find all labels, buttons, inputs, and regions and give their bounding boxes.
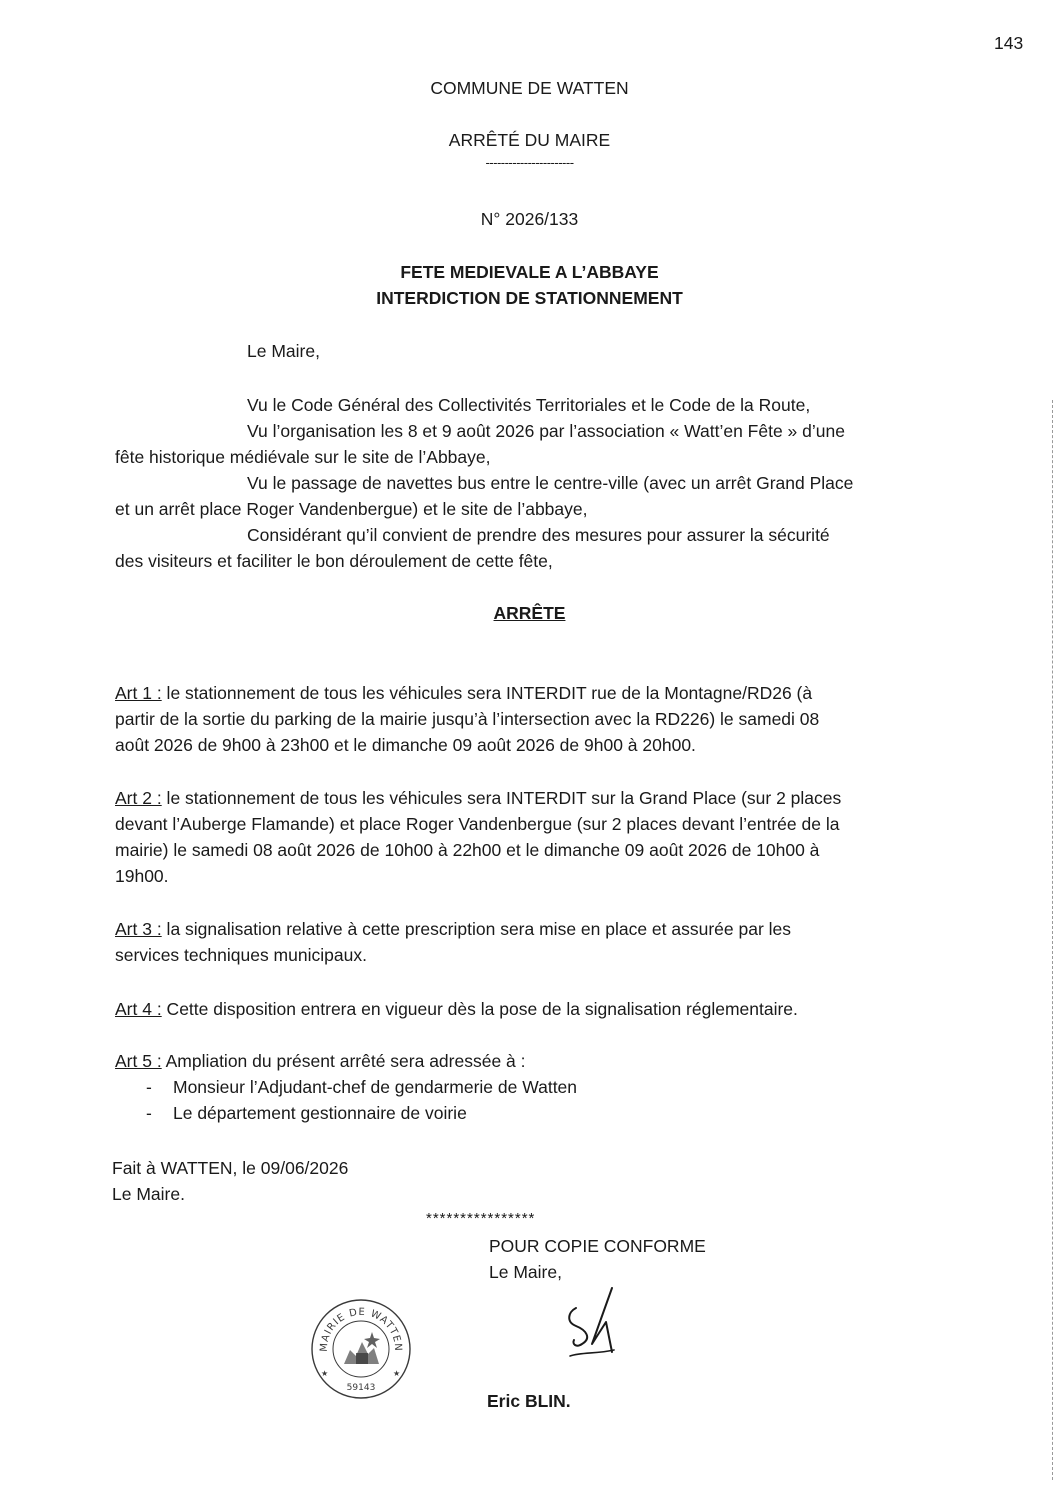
svg-text:★: ★	[321, 1369, 329, 1378]
vu-navettes-line-2: et un arrêt place Roger Vandenbergue) et le site de l’abbaye,	[115, 499, 588, 519]
heading-separator: -----------------------	[485, 155, 574, 170]
article-1-line-2: partir de la sortie du parking de la mairie jusqu’à l’intersection avec la RD226) le samedi 08	[115, 709, 820, 729]
vu-organisation-line-1: Vu l’organisation les 8 et 9 août 2026 par l’association « Watt’en Fête » d’une	[247, 421, 845, 441]
article-1-line-1: Art 1 : le stationnement de tous les véhicules sera INTERDIT rue de la Montagne/RD26 (à	[115, 683, 813, 703]
vu-code-line: Vu le Code Général des Collectivités Territoriales et le Code de la Route,	[247, 395, 811, 415]
article-5-label: Art 5 :	[115, 1051, 162, 1071]
signatory: Le Maire.	[112, 1184, 185, 1204]
article-3-line-1: Art 3 : la signalisation relative à cette prescription sera mise en place et assurée par les	[115, 919, 792, 939]
page-number: 143	[994, 33, 1024, 53]
commune-heading: COMMUNE DE WATTEN	[430, 78, 629, 98]
title-line-1: FETE MEDIEVALE A L’ABBAYE	[400, 262, 659, 282]
vu-organisation-line-2: fête historique médiévale sur le site de l’Abbaye,	[115, 447, 491, 467]
article-5-line-1: Art 5 : Ampliation du présent arrêté sera adressée à :	[115, 1051, 526, 1071]
copy-conforme-label: POUR COPIE CONFORME	[489, 1236, 706, 1256]
title-line-2: INTERDICTION DE STATIONNEMENT	[376, 288, 683, 308]
act-number: N° 2026/133	[480, 209, 579, 229]
vu-navettes-line-1: Vu le passage de navettes bus entre le centre-ville (avec un arrêt Grand Place	[247, 473, 854, 493]
article-2-line-1: Art 2 : le stationnement de tous les véhicules sera INTERDIT sur la Grand Place (sur 2 places	[115, 788, 842, 808]
article-1-label: Art 1 :	[115, 683, 162, 703]
mairie-stamp	[310, 1298, 412, 1400]
svg-text:59143: 59143	[346, 1383, 376, 1393]
article-4-line-1: Art 4 : Cette disposition entrera en vigueur dès la pose de la signalisation réglementaire.	[115, 999, 798, 1019]
article-3-label: Art 3 :	[115, 919, 162, 939]
recipient-item: - Le département gestionnaire de voirie	[146, 1103, 467, 1123]
decision-heading: ARRÊTE	[493, 603, 566, 623]
mayor-signature	[562, 1282, 624, 1366]
copy-signatory: Le Maire,	[489, 1262, 562, 1282]
scan-edge-line	[1052, 400, 1054, 1480]
article-2-line-2: devant l’Auberge Flamande) et place Roger Vandenbergue (sur 2 places devant l’entrée de la	[115, 814, 840, 834]
svg-text:★: ★	[393, 1369, 401, 1378]
act-type-heading: ARRÊTÉ DU MAIRE	[448, 130, 611, 150]
stars-separator: ****************	[426, 1210, 536, 1227]
salutation: Le Maire,	[247, 341, 320, 361]
considerant-line-1: Considérant qu’il convient de prendre des mesures pour assurer la sécurité	[247, 525, 830, 545]
place-date: Fait à WATTEN, le 09/06/2026	[112, 1158, 349, 1178]
article-2-line-3: mairie) le samedi 08 août 2026 de 10h00 à 22h00 et le dimanche 09 août 2026 de 10h00 à	[115, 840, 820, 860]
article-3-line-2: services techniques municipaux.	[115, 945, 367, 965]
article-4-label: Art 4 :	[115, 999, 162, 1019]
article-2-line-4: 19h00.	[115, 866, 169, 886]
svg-text:MAIRIE DE WATTEN: MAIRIE DE WATTEN	[318, 1306, 404, 1353]
recipient-item: - Monsieur l’Adjudant-chef de gendarmerie de Watten	[146, 1077, 578, 1097]
article-1-line-3: août 2026 de 9h00 à 23h00 et le dimanche 09 août 2026 de 9h00 à 20h00.	[115, 735, 696, 755]
article-2-label: Art 2 :	[115, 788, 162, 808]
mayor-name: Eric BLIN.	[487, 1391, 571, 1411]
considerant-line-2: des visiteurs et faciliter le bon déroulement de cette fête,	[115, 551, 553, 571]
